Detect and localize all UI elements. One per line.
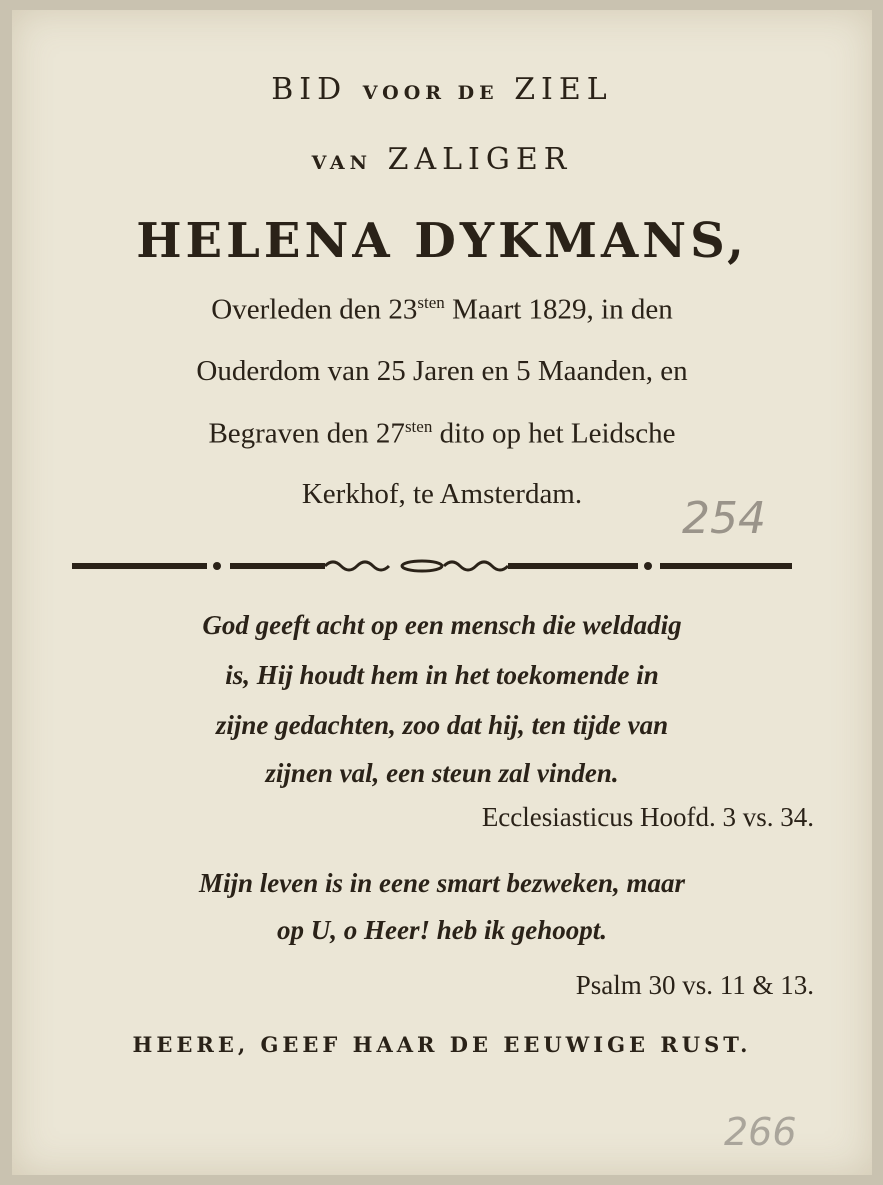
verse2-reference: Psalm 30 vs. 11 & 13.: [575, 970, 814, 1000]
burial-line: [12, 417, 872, 451]
handwritten-number-bottom: 266: [724, 1110, 797, 1154]
verse2-line-1: Mijn leven is in eene smart bezweken, maar: [199, 868, 685, 898]
verse1-line-2: is, Hij houdt hem in het toekomende in: [225, 660, 659, 690]
header-word-bid: BID: [271, 72, 348, 107]
age-line: Ouderdom van 25 Jaren en 5 Maanden, en: [196, 355, 688, 387]
location-line: Kerkhof, te Amsterdam.: [301, 478, 583, 510]
burial-text: Begraven den 27: [208, 417, 405, 450]
burial-sup: sten: [404, 417, 433, 436]
verse1-line-1: God geeft acht op een mensch die weldadig: [202, 610, 682, 640]
deceased-name: HELENA DYKMANS,: [136, 213, 748, 269]
header-line-1: [12, 72, 872, 107]
death-date-text: Overleden den 23: [211, 293, 418, 326]
burial-rest: dito op het Leidsche: [432, 417, 676, 450]
header-words-voor-de: VOOR DE: [362, 82, 499, 104]
verse1-line-4: zijnen val, een steun zal vinden.: [265, 758, 619, 788]
verse1-reference: Ecclesiasticus Hoofd. 3 vs. 34.: [481, 802, 814, 832]
closing-prayer: HEERE, GEEF HAAR DE EEUWIGE RUST.: [132, 1032, 752, 1057]
handwritten-number-top: 254: [682, 493, 766, 544]
header-word-van: VAN: [311, 152, 373, 174]
verse1-line-3: zijne gedachten, zoo dat hij, ten tijde van: [215, 710, 669, 740]
memorial-card: [12, 10, 872, 1175]
verse2-line-2: op U, o Heer! heb ik gehoopt.: [277, 915, 607, 945]
death-date-line: [12, 293, 872, 327]
header-word-ziel: ZIEL: [514, 72, 613, 107]
ornamental-divider: [72, 556, 792, 576]
death-date-rest: Maart 1829, in den: [444, 293, 673, 326]
death-date-sup: sten: [417, 293, 445, 312]
header-word-zaliger: ZALIGER: [387, 142, 573, 177]
header-line-2: [12, 142, 872, 177]
